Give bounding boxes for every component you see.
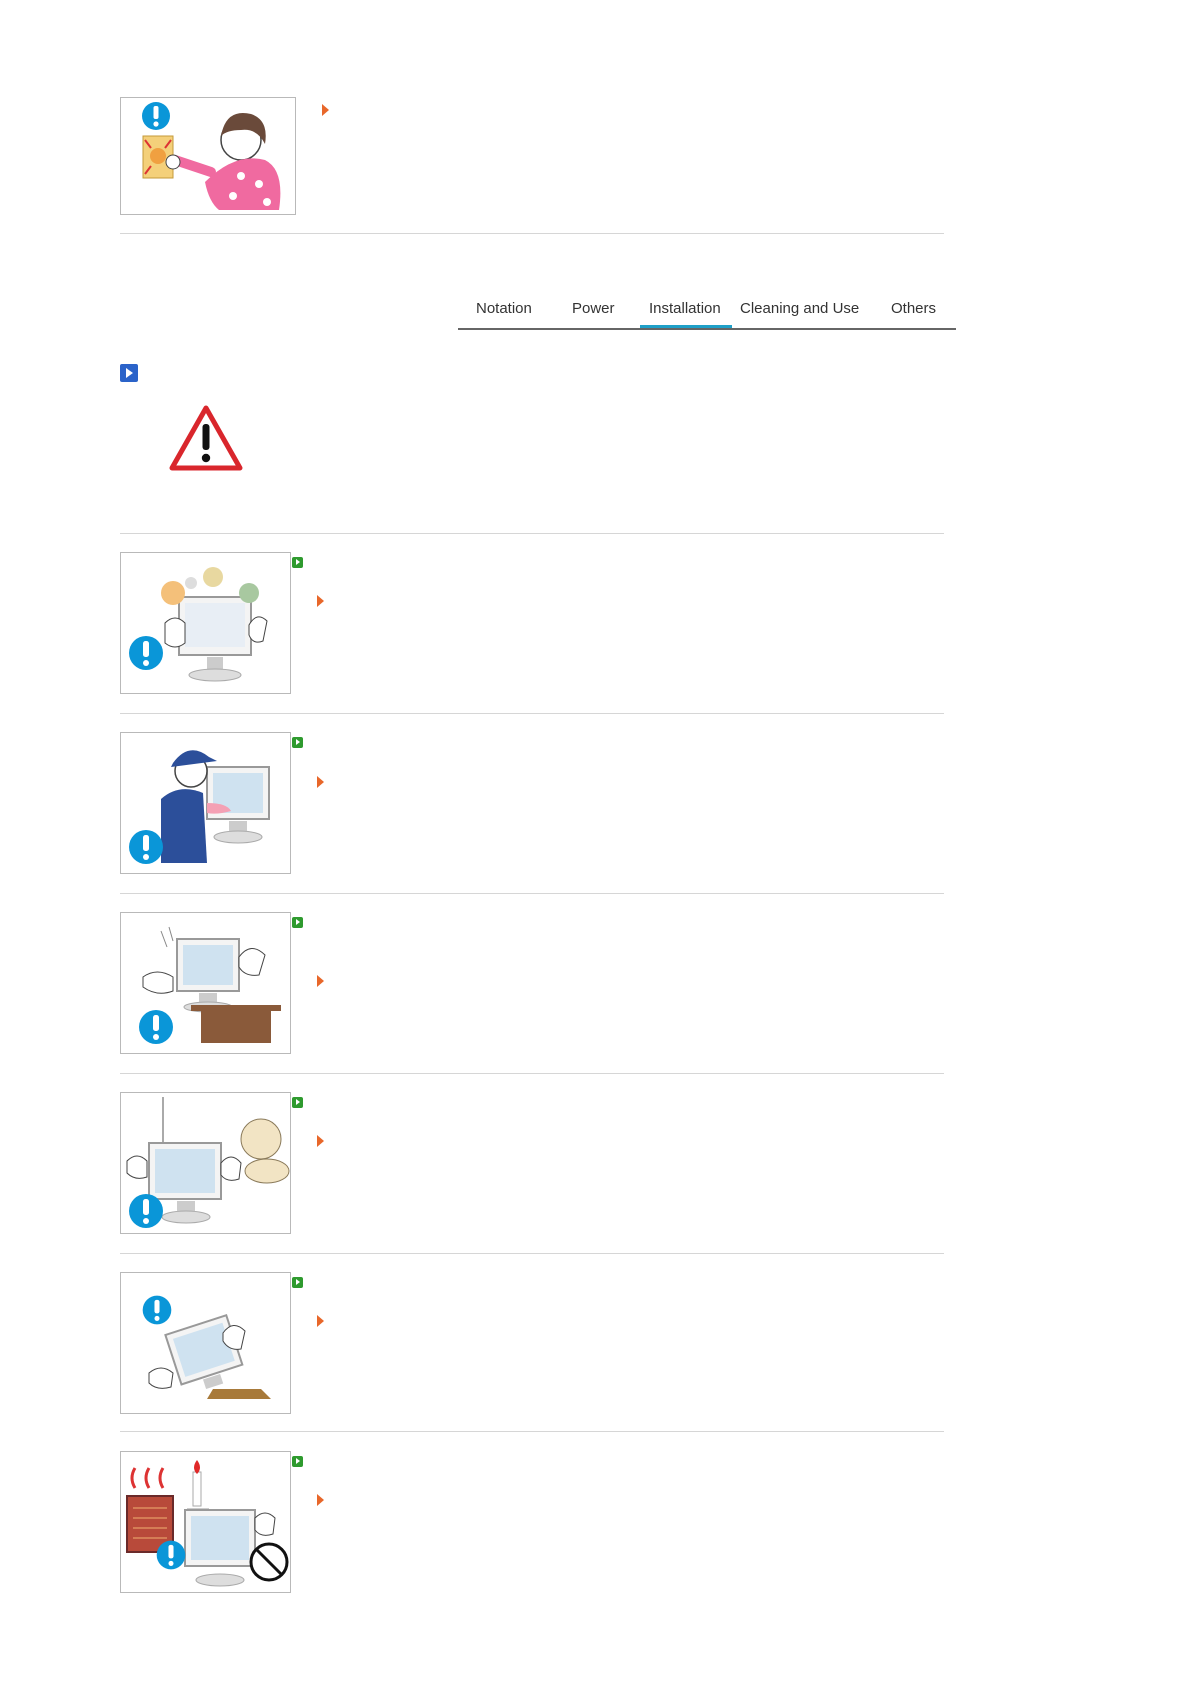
divider (120, 1253, 944, 1254)
tab-installation[interactable]: Installation (649, 300, 721, 317)
illustration-place-carefully (120, 1272, 291, 1414)
illustration-unplug (120, 97, 296, 215)
green-square-bullet-icon (292, 1097, 303, 1108)
green-square-bullet-icon (292, 1456, 303, 1467)
section-tabs (458, 290, 956, 330)
green-square-bullet-icon (292, 737, 303, 748)
divider (120, 1073, 944, 1074)
orange-triangle-bullet-icon (317, 1494, 324, 1506)
exclamation-circle-icon (155, 1538, 187, 1572)
exclamation-circle-icon (141, 100, 171, 134)
exclamation-circle-icon (141, 1293, 173, 1327)
divider (120, 1431, 944, 1432)
divider (120, 893, 944, 894)
tab-notation[interactable]: Notation (476, 300, 532, 317)
orange-triangle-bullet-icon (317, 1135, 324, 1147)
orange-triangle-bullet-icon (317, 595, 324, 607)
illustration-service-center (120, 732, 291, 874)
exclamation-circle-icon (127, 1191, 165, 1231)
green-square-bullet-icon (292, 917, 303, 928)
divider (120, 233, 944, 234)
green-square-bullet-icon (292, 1277, 303, 1288)
tab-others[interactable]: Others (891, 300, 937, 317)
heater-candle-monitor-illustration (121, 1452, 291, 1593)
green-square-bullet-icon (292, 557, 303, 568)
tab-power[interactable]: Power (572, 300, 615, 317)
exclamation-circle-icon (127, 633, 165, 673)
active-tab-indicator (640, 325, 732, 328)
illustration-dusty-location (120, 552, 291, 694)
divider (120, 533, 944, 534)
illustration-heat-sources (120, 1451, 291, 1593)
warning-triangle-icon (168, 404, 244, 472)
section-arrow-icon (120, 364, 138, 382)
tab-cleaning-and-use[interactable]: Cleaning and Use (740, 300, 860, 317)
orange-triangle-bullet-icon (317, 1315, 324, 1327)
exclamation-circle-icon (137, 1007, 175, 1047)
orange-triangle-bullet-icon (322, 104, 329, 116)
orange-triangle-bullet-icon (317, 776, 324, 788)
illustration-stable-table (120, 912, 291, 1054)
exclamation-circle-icon (127, 827, 165, 867)
orange-triangle-bullet-icon (317, 975, 324, 987)
illustration-child-safety (120, 1092, 291, 1234)
divider (120, 713, 944, 714)
